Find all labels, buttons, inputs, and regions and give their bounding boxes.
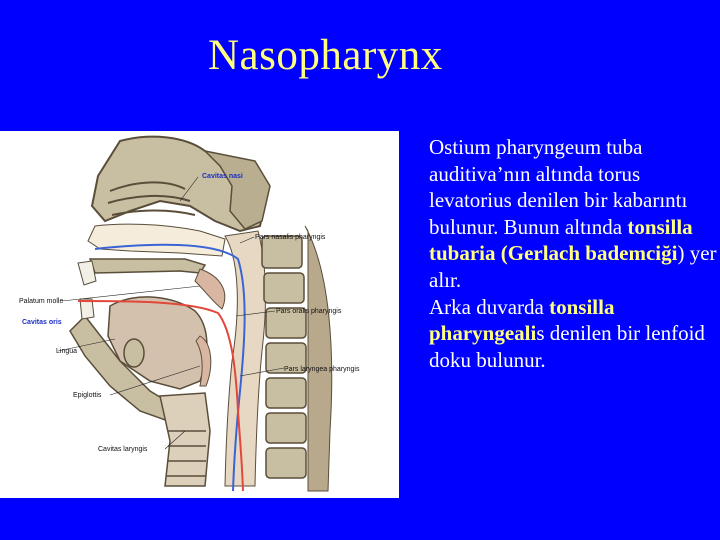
pharynx-wall xyxy=(225,231,265,486)
larynx xyxy=(160,393,210,486)
label-pars-oralis: Pars oralis pharyngis xyxy=(276,308,342,315)
slide-title: Nasopharynx xyxy=(208,32,443,79)
vertebral-column xyxy=(262,236,306,478)
paragraph-1 xyxy=(429,134,719,294)
paragraph-2 xyxy=(429,294,719,374)
text-run: Ostium pharyngeum tuba auditiva’nın altında torus levatorius denilen bir kabarıntı bulunur. Bunun altında xyxy=(429,135,688,239)
soft-palate xyxy=(195,269,225,309)
anatomy-figure xyxy=(0,131,399,498)
text-run: s denilen bir lenfoid doku bulunur. xyxy=(429,321,705,372)
label-lingua: Lingua xyxy=(56,348,78,355)
label-palatum-molle: Palatum molle xyxy=(19,298,64,305)
label-cavitas-oris: Cavitas oris xyxy=(22,319,62,326)
posterior-neck xyxy=(305,226,332,491)
highlight-tonsilla-pharyngealis: tonsilla pharyngeali xyxy=(429,294,615,346)
text-run: Arka duvarda xyxy=(429,294,550,319)
label-pars-laryngea: Pars laryngea pharyngis xyxy=(284,366,360,373)
sagittal-head-illustration xyxy=(0,131,399,498)
nasal-cavity xyxy=(88,224,225,256)
text-run: ) yer alır. xyxy=(429,241,717,292)
hyoid-bone xyxy=(124,339,144,367)
label-pars-nasalis: Pars nasalis pharyngis xyxy=(255,234,326,241)
label-cavitas-nasi: Cavitas nasi xyxy=(202,173,243,180)
body-text xyxy=(429,134,719,373)
hard-palate xyxy=(90,259,205,273)
label-epiglottis: Epiglottis xyxy=(73,392,102,399)
label-cavitas-laryngis: Cavitas laryngis xyxy=(98,446,148,453)
highlight-tonsilla-tubaria: tonsilla tubaria (Gerlach bademciği xyxy=(429,214,693,266)
